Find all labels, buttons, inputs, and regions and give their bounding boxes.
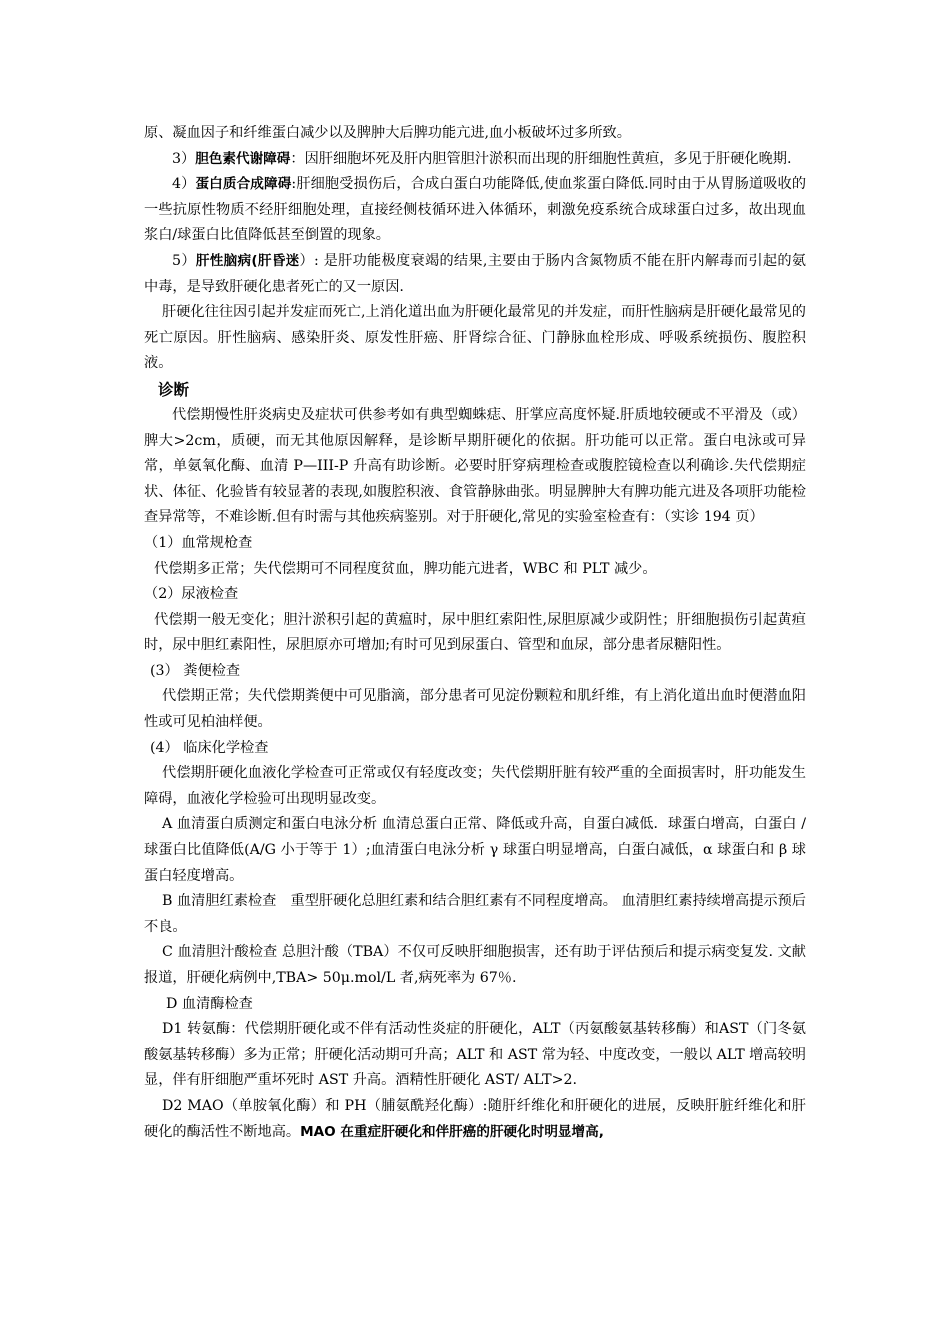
item-text: ：因肝细胞坏死及肝内胆管胆汁淤积而出现的肝细胞性黄疸，多见于肝硬化晚期. (290, 150, 792, 167)
subheading: （1）血常规枪查 (144, 534, 253, 551)
item-text: :肝细胞受损伤后，合成白蛋白功能降低,使血浆蛋白降低.同时由于从胃肠道吸收的一些抗原性物质不经肝细胞处理，直接经侧枝循环进入体循环，刺激免疫系统合成球蛋白过多，故出现血浆白/球蛋白比值降低甚至倒置的现象。 (144, 176, 807, 244)
subheading: （2）尿液检查 (144, 586, 239, 603)
item-number: 4） (172, 176, 196, 193)
paragraph: 代偿期正常；失代偿期粪便中可见脂滴，部分患者可见淀份颗粒和肌纤维，有上消化道出血时便潜血阳性或可见柏油样便。 (144, 688, 806, 731)
paragraph-protein (144, 172, 806, 249)
subheading: (3） 粪便检查 (150, 662, 241, 679)
item-heading: 蛋白质合成障碍 (195, 176, 292, 193)
paragraph: B 血清胆红素检查 重型肝硬化总胆红素和结合胆红素有不同程度增高。 血清胆红素持续增高提示预后不良。 (144, 893, 806, 935)
item-heading: 胆色素代谢障碍 (195, 150, 291, 167)
paragraph: 代偿期一般无变化；胆汁淤积引起的黄瘟时，尿中胆红索阳性,尿胆原减少或阴性；肝细胞损伤引起黄疸时，尿中胆红素阳性，尿胆原亦可增加;有时可见到尿蛋白、管型和血尿，部分患者尿糖阳性。 (144, 611, 806, 654)
paragraph (144, 1094, 806, 1145)
paragraph: D1 转氨酶：代偿期肝硬化或不伴有活动性炎症的肝硬化，ALT（丙氨酸氨基转移酶）和AST（门冬氨酸氨基转移酶）多为正常；肝硬化活动期可升高；ALT 和 AST 常为轻、中度改变，一般以 ALT 增高较明显，伴有肝细胞严重坏死时 AST 升高。酒精性肝硬化 AST/ ALT>2. (144, 1021, 806, 1089)
paragraph-encephalopathy (144, 249, 806, 300)
subheading: (4） 临床化学检查 (150, 739, 269, 756)
paragraph: 肝硬化往往因引起并发症而死亡,上消化道出血为肝硬化最常见的并发症，而肝性脑病是肝硬化最常见的死亡原因。肝性脑病、感染肝炎、原发性肝癌、肝肾综合征、门静脉血栓形成、呼吸系统损伤、腹腔积液。 (144, 304, 806, 372)
item-number: 5） (172, 252, 196, 269)
paragraph: 代偿期多正常；失代偿期可不同程度贫血，脾功能亢进者，WBC 和 PLT 减少。 (154, 560, 657, 577)
paragraph-text: D2 MAO（单胺氧化酶）和 PH（脯氨酰羟化酶）:随肝纤维化和肝硬化的进展，反映肝脏纤维化和肝硬化的酶活性不断地高。 (144, 1097, 806, 1140)
item-number: 3） (172, 150, 196, 167)
paragraph-bilirubin (144, 147, 806, 173)
paragraph-bold-text: MAO 在重症肝硬化和伴肝癌的肝硬化时明显增高, (300, 1123, 604, 1140)
paragraph: 代偿期肝硬化血液化学检查可正常或仅有轻度改变；失代偿期肝脏有较严重的全面损害时，肝功能发生障碍，血液化学检验可出现明显改变。 (144, 765, 806, 807)
section-heading-diagnosis: 诊断 (158, 380, 190, 399)
paragraph: 原、凝血因子和纤维蛋白减少以及脾肿大后脾功能亢进,血小板破坏过多所致。 (144, 125, 631, 141)
paragraph: C 血清胆汁酸检查 总胆汁酸（TBA）不仅可反映肝细胞损害，还有助于评估预后和提示病变复发. 文献报道，肝硬化病例中,TBA> 50μ.mol/L 者,病死率为 67％. (144, 944, 806, 986)
item-heading: 肝性脑病(肝昏迷 (195, 252, 300, 269)
paragraph: 代偿期慢性肝炎病史及症状可供参考如有典型蜘蛛痣、肝掌应高度怀疑.肝质地较硬或不平滑及（或）脾大>2cm，质硬，而无其他原因解释，是诊断早期肝硬化的依据。肝功能可以正常。蛋白电泳或可异常，单氨氧化酶、血清 P—III-P 升高有助诊断。必要时肝穿病理检查或腹腔镜检查以利确诊.失代偿期症状、体征、化验皆有较显著的表现,如腹腔积液、食管静脉曲张。明显脾肿大有脾功能亢进及各项肝功能检查异常等，不难诊断.但有时需与其他疾病鉴别。对于肝硬化,常见的实验室检查有：（实诊 194 页） (144, 406, 806, 526)
paragraph: A 血清蛋白质测定和蛋白电泳分析 血清总蛋白正常、降低或升高，自蛋白减低．球蛋白增高，白蛋白 / 球蛋白比值降低(A/G 小于等于 1）;血清蛋白电泳分析 γ 球蛋白明显增高，白蛋白减低，α 球蛋白和 β 球蛋白轻度增高。 (144, 816, 806, 884)
document-body (144, 121, 806, 1145)
item-text: ）: 是肝功能极度衰竭的结果,主要由于肠内含氮物质不能在肝内解毒而引起的氨中毒，是导致肝硬化患者死亡的又一原因. (144, 252, 806, 295)
subheading: D 血清酶检查 (166, 995, 253, 1012)
